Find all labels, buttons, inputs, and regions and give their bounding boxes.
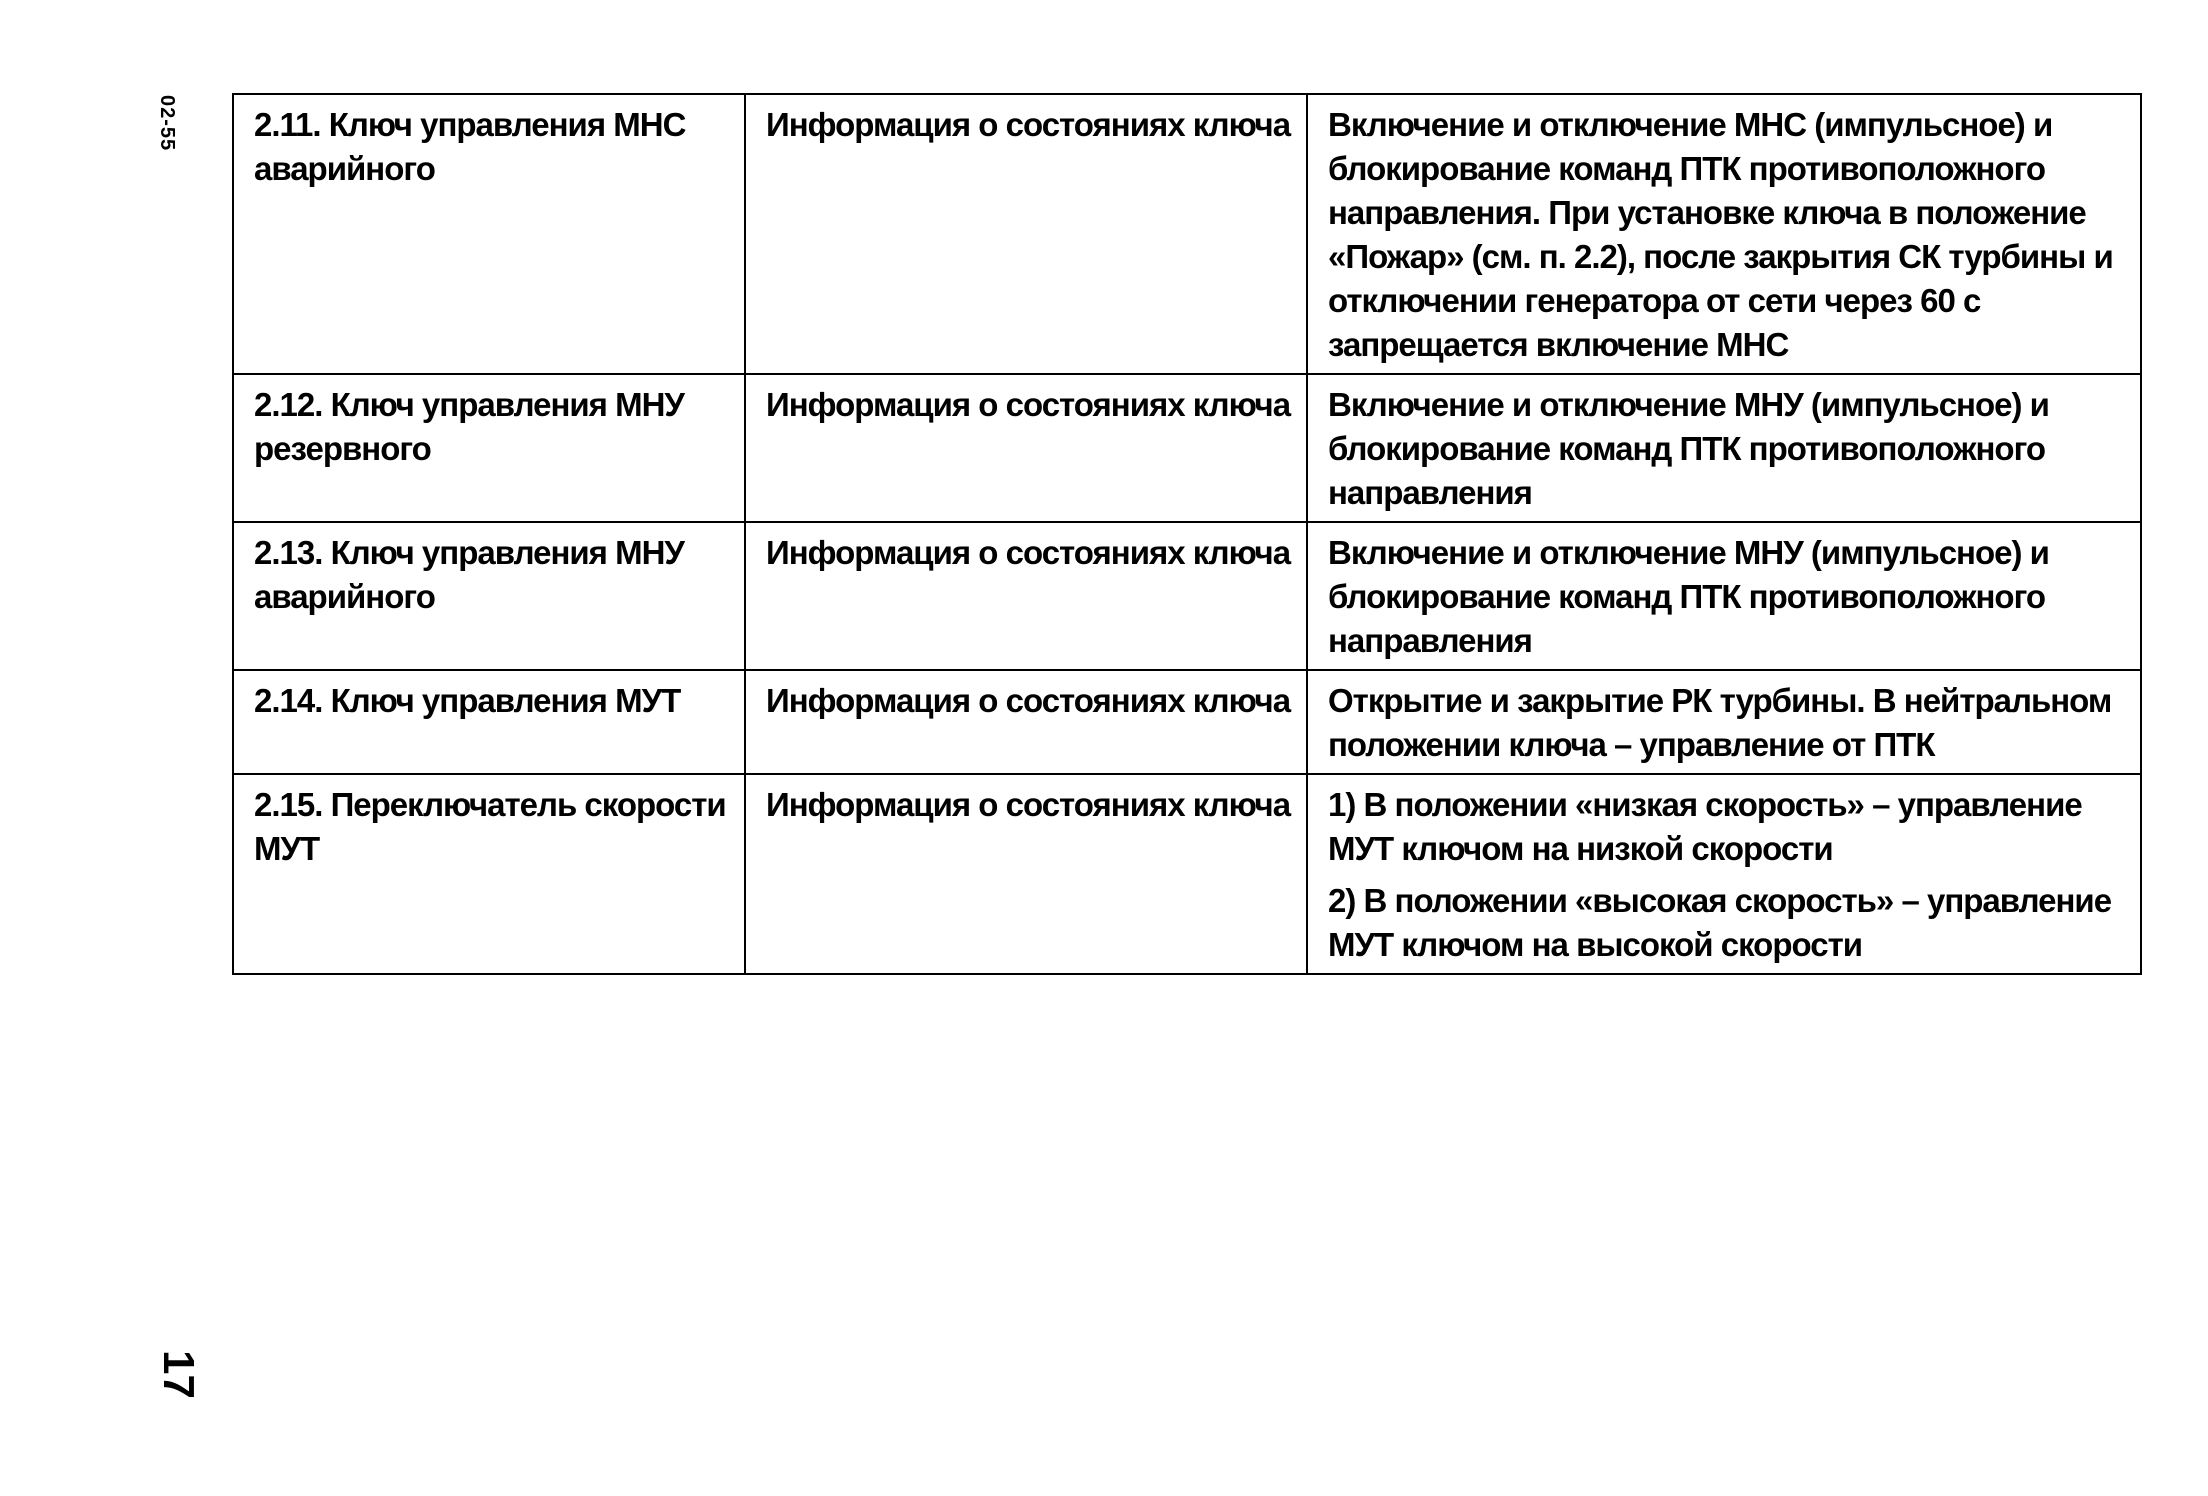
action-text: 1) В положении «низкая скорость» – управление МУТ ключом на низкой скорости xyxy=(1328,786,2082,867)
document-code: 02-55 xyxy=(156,95,178,152)
info-cell: Информация о состояниях ключа xyxy=(745,94,1307,374)
info-cell: Информация о состояниях ключа xyxy=(745,374,1307,522)
action-text: 2) В положении «высокая скорость» – управление МУТ ключом на высокой скорости xyxy=(1328,882,2112,963)
action-text: Включение и отключение МНУ (импульсное) и блокирование команд ПТК противоположного направления xyxy=(1328,386,2049,511)
action-text: Включение и отключение МНУ (импульсное) и блокирование команд ПТК противоположного направления xyxy=(1328,534,2049,659)
action-cell xyxy=(1307,94,2141,374)
page-number: 17 xyxy=(154,1350,203,1399)
info-cell: Информация о состояниях ключа xyxy=(745,670,1307,774)
action-cell xyxy=(1307,670,2141,774)
table-row xyxy=(233,522,2141,670)
table-row xyxy=(233,774,2141,974)
item-cell: 2.14. Ключ управления МУТ xyxy=(233,670,745,774)
info-cell: Информация о состояниях ключа xyxy=(745,774,1307,974)
action-cell xyxy=(1307,522,2141,670)
action-cell xyxy=(1307,374,2141,522)
item-cell: 2.12. Ключ управления МНУ резервного xyxy=(233,374,745,522)
action-cell xyxy=(1307,774,2141,974)
info-cell: Информация о состояниях ключа xyxy=(745,522,1307,670)
table-row xyxy=(233,670,2141,774)
table-row xyxy=(233,94,2141,374)
table-row xyxy=(233,374,2141,522)
item-cell: 2.13. Ключ управления МНУ аварийного xyxy=(233,522,745,670)
action-text: Открытие и закрытие РК турбины. В нейтральном положении ключа – управление от ПТК xyxy=(1328,682,2112,763)
action-text: Включение и отключение МНС (импульсное) и блокирование команд ПТК противоположного направления. При установке ключа в положение «Пожар» (см. п. 2.2), после закрытия СК турбины и отключении генератора от сети через 60 с запрещается включение МНС xyxy=(1328,106,2113,363)
spec-table xyxy=(232,93,2142,975)
item-cell: 2.11. Ключ управления МНС аварийного xyxy=(233,94,745,374)
item-cell: 2.15. Переключатель скорости МУТ xyxy=(233,774,745,974)
